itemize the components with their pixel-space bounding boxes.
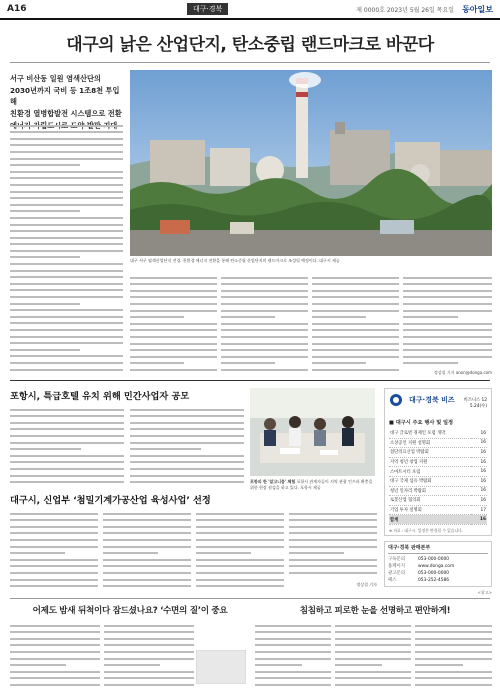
- schedule-value: 16: [471, 438, 487, 448]
- article-body-column: [312, 272, 399, 376]
- schedule-row: [389, 505, 487, 515]
- subhead-line: 친환경 열병합발전 시스템으로 전환: [10, 109, 122, 118]
- divider: [10, 598, 490, 599]
- schedule-row: [389, 496, 487, 506]
- industrial-complex-photo: [130, 70, 492, 256]
- brand-logo: 동아일보: [462, 4, 493, 14]
- contact-row: [388, 556, 488, 563]
- article-body-column: [10, 404, 124, 486]
- event-schedule-box: [384, 388, 492, 536]
- schedule-value: 16: [471, 476, 487, 486]
- side-box-note: ※ 자료 : 대구시. 일정은 변경될 수 있습니다.: [389, 527, 464, 533]
- schedule-label: 스마트시티 포럼: [389, 467, 471, 477]
- schedule-value: 16: [471, 467, 487, 477]
- schedule-label: 소상공인 지원 설명회: [389, 438, 471, 448]
- article-body-column: [130, 272, 217, 376]
- schedule-label: 합계: [389, 515, 471, 525]
- article-body-column: [403, 272, 492, 368]
- meeting-photo: [250, 388, 375, 476]
- page-header: [0, 0, 500, 20]
- article-body-column: [10, 120, 123, 375]
- subhead-line: 서구 비산동 일원 염색산단의: [10, 74, 101, 83]
- byline: 정상철 기자: [356, 582, 377, 587]
- byline: 정상철 기자 anon@donga.com: [433, 370, 492, 375]
- schedule-row: [389, 457, 487, 467]
- contact-key: 팩스: [388, 578, 397, 583]
- schedule-label: 대구 국제 섬유 박람회: [389, 476, 471, 486]
- subhead-line: 2030년까지 국비 등 1조8천 투입해: [10, 86, 120, 106]
- schedule-value: 16: [471, 448, 487, 458]
- photo-caption: 대구 서구 염색산업단지 전경. 친환경 에너지 전환을 통해 탄소중립 산업단지의 랜드마크로 조성될 예정이다. 대구시 제공: [130, 258, 340, 263]
- contact-key: 홈페이지: [388, 564, 405, 569]
- schedule-value: 16: [471, 496, 487, 506]
- article-body-column: [221, 272, 308, 376]
- article-body-column: [196, 508, 284, 588]
- ad-body-column: [335, 620, 411, 688]
- side-box-title: ■ 대구시 주요 행사 및 일정: [389, 420, 454, 426]
- schedule-row: [389, 448, 487, 458]
- ad-left-headline: 어제도 밤새 뒤척이다 잠드셨나요? ‘수면의 질’이 중요: [32, 606, 228, 616]
- schedule-value: 16: [471, 457, 487, 467]
- ad-body-column: [415, 620, 492, 688]
- contact-value: www.donga.com: [418, 564, 455, 569]
- article-body-column: [10, 508, 98, 588]
- section-label: 대구·경북: [187, 3, 228, 15]
- schedule-value: 16: [471, 429, 487, 438]
- page-number: A16: [7, 4, 27, 14]
- contact-value: 053-252-4586: [418, 578, 450, 583]
- issue-info: 제 0000호 2023년 5월 26일 목요일: [356, 6, 455, 14]
- photo2-caption-block: [250, 479, 375, 490]
- schedule-row: [389, 429, 487, 438]
- ad-body-column: [255, 620, 331, 688]
- third-headline: 대구시, 신업부 ‘첨밀기계가공산업 육성사업’ 선정: [10, 495, 211, 506]
- schedule-table: [389, 429, 487, 525]
- contact-row: [388, 577, 488, 584]
- side-box-date: 5.24(수): [469, 404, 487, 409]
- second-headline: 포항시, 특급호텔 유치 위해 민간사업자 공모: [10, 391, 190, 402]
- ad-right-headline: 침침하고 피로한 눈을 선명하고 편안하게!: [299, 606, 451, 616]
- contact-key: 구독문의: [388, 557, 405, 562]
- article-body-column: [289, 508, 377, 580]
- contact-key: 광고문의: [388, 571, 405, 576]
- ad-tag: <광고>: [477, 590, 492, 595]
- photo2-caption-body: 포항시 관계자들이 지역 관광 인프라 확충을 위한 현장 점검을 하고 있다. 포항시 제공: [250, 479, 373, 490]
- schedule-label: 청년 일자리 박람회: [389, 486, 471, 496]
- ad-body-column: [104, 620, 194, 688]
- schedule-row: [389, 486, 487, 496]
- schedule-label: 기업 투자 설명회: [389, 505, 471, 515]
- schedule-row: [389, 515, 487, 525]
- side-box-logo: 대구·경북 비즈: [409, 396, 455, 404]
- schedule-label: 대구 글로벌 경제인 포럼 개막: [389, 429, 471, 438]
- side-box-issue: 비즈니스 12: [463, 398, 487, 403]
- schedule-row: [389, 438, 487, 448]
- brand-mark-icon: [389, 393, 403, 407]
- contact-row: [388, 563, 488, 570]
- schedule-row: [389, 476, 487, 486]
- ad-body-column: [10, 620, 100, 688]
- product-image: [196, 650, 246, 684]
- photo2-caption-title: 포항의 한 '알고니즘' 체험: [250, 479, 296, 484]
- main-headline: 대구의 낡은 산업단지, 탄소중립 랜드마크로 바꾼다: [66, 35, 434, 55]
- schedule-label: 지역 청년 창업 지원: [389, 457, 471, 467]
- schedule-row: [389, 467, 487, 477]
- contact-title: 대구·경북 판매본부: [388, 545, 488, 554]
- divider: [10, 62, 490, 63]
- contact-row: [388, 570, 488, 577]
- article-body-column: [130, 404, 244, 486]
- contact-value: 053-000-0000: [418, 557, 450, 562]
- contact-value: 053-000-0000: [418, 571, 450, 576]
- schedule-label: 로봇산업 협의회: [389, 496, 471, 506]
- article-body-column: [103, 508, 191, 588]
- schedule-label: 첨단의료산업 박람회: [389, 448, 471, 458]
- schedule-value: 16: [471, 486, 487, 496]
- divider: [10, 380, 490, 381]
- schedule-value: 17: [471, 505, 487, 515]
- contact-box: [384, 541, 492, 587]
- schedule-value: 16: [471, 515, 487, 525]
